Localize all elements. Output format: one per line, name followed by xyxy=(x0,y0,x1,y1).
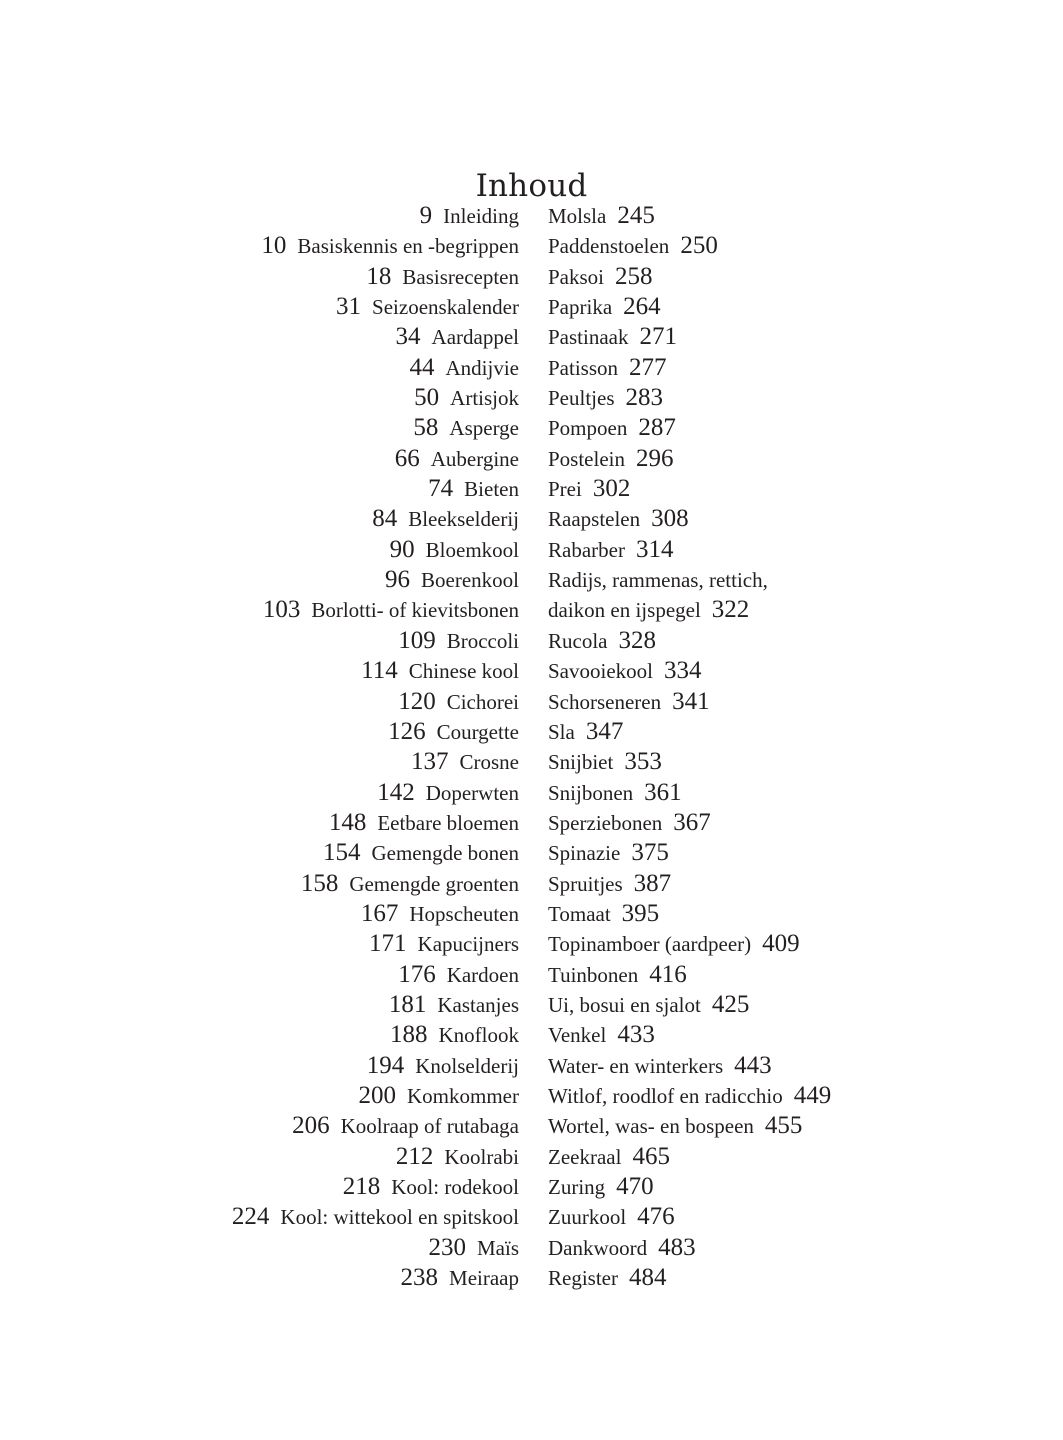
page-title: Inhoud xyxy=(475,168,588,204)
toc-entry xyxy=(232,444,519,474)
toc-entry-label: Broccoli xyxy=(446,628,519,653)
toc-entry-label: Basiskennis en -begrippen xyxy=(297,234,519,259)
toc-entry-label: Aardappel xyxy=(431,325,519,350)
toc-page-number: 109 xyxy=(398,626,436,654)
toc-page-number: 277 xyxy=(629,353,667,381)
toc-entry-label: Pastinaak xyxy=(548,325,629,350)
toc-entry-label: Zuring xyxy=(548,1175,606,1199)
toc-page-number: 433 xyxy=(617,1021,655,1049)
toc-page-number: 137 xyxy=(411,748,449,776)
toc-entry xyxy=(548,1202,831,1232)
toc-entry xyxy=(548,1233,831,1263)
toc-entry-label: Snijbonen xyxy=(548,780,634,805)
toc-entry xyxy=(548,687,831,717)
toc-entry xyxy=(548,201,831,231)
toc-entry xyxy=(548,444,831,474)
toc-entry-label: Basisrecepten xyxy=(402,264,519,289)
toc-entry xyxy=(548,929,831,959)
toc-entry xyxy=(548,1263,831,1293)
toc-entry-label: Water- en winterkers xyxy=(548,1053,724,1078)
toc-entry xyxy=(548,262,831,292)
toc-entry-label: Bieten xyxy=(464,477,519,502)
toc-entry xyxy=(232,1051,519,1081)
toc-entry-label: Koolrabi xyxy=(444,1144,519,1169)
toc-entry-label: daikon en ijspegel xyxy=(548,598,701,623)
toc-page-number: 120 xyxy=(398,687,436,715)
toc-entry-label: Hopscheuten xyxy=(409,901,519,926)
toc-entry-label: Koolraap of rutabaga xyxy=(340,1114,519,1139)
toc-entry xyxy=(232,201,519,231)
toc-entry xyxy=(548,231,831,261)
toc-entry xyxy=(232,595,519,625)
toc-entry-label: Chinese kool xyxy=(408,659,519,684)
toc-entry-label: Patisson xyxy=(548,355,619,380)
toc-entry xyxy=(232,474,519,504)
toc-entry xyxy=(232,717,519,747)
toc-page-number: 296 xyxy=(636,444,674,472)
toc-entry xyxy=(232,990,519,1020)
toc-page-number: 74 xyxy=(428,475,454,503)
toc-page-number: 126 xyxy=(388,717,426,745)
toc-entry xyxy=(232,1202,519,1232)
toc-entry-label: Spinazie xyxy=(548,841,621,866)
toc-page-number: 328 xyxy=(618,626,656,654)
toc-entry-label: Rabarber xyxy=(548,537,625,562)
toc-entry-label: Bleekselderij xyxy=(408,507,519,532)
toc-page-number: 34 xyxy=(395,323,421,351)
toc-entry xyxy=(232,869,519,899)
toc-entry-label: Zuurkool xyxy=(548,1205,627,1230)
toc-page-number: 476 xyxy=(637,1203,675,1231)
toc-page-number: 395 xyxy=(621,899,660,927)
toc-entry xyxy=(548,960,831,990)
toc-entry xyxy=(232,808,519,838)
toc-entry-label: Gemengde groenten xyxy=(349,871,519,896)
toc-page-number: 167 xyxy=(360,899,399,927)
toc-entry-label: Raapstelen xyxy=(548,507,641,532)
toc-entry-label: Schorseneren xyxy=(548,689,662,714)
toc-entry-label: Wortel, was- en bospeen xyxy=(548,1114,754,1139)
toc-entry xyxy=(232,292,519,322)
toc-page-number: 200 xyxy=(358,1081,397,1109)
toc-page-number: 114 xyxy=(361,657,398,685)
toc-entry xyxy=(548,322,831,352)
toc-entry-label: Bloemkool xyxy=(425,537,519,562)
toc-entry xyxy=(548,656,831,686)
toc-page-number: 308 xyxy=(651,505,689,533)
toc-entry xyxy=(232,778,519,808)
toc-page-number: 103 xyxy=(262,596,301,624)
toc-entry xyxy=(232,504,519,534)
toc-page-number: 96 xyxy=(385,566,411,594)
toc-entry xyxy=(232,231,519,261)
toc-entry-label: Eetbare bloemen xyxy=(377,810,519,835)
toc-entry xyxy=(548,535,831,565)
toc-page-number: 10 xyxy=(261,232,287,260)
toc-page-number: 443 xyxy=(734,1051,772,1079)
toc-page-number: 341 xyxy=(672,687,710,715)
toc-entry-label: Kastanjes xyxy=(437,992,519,1017)
toc-page-number: 90 xyxy=(389,535,415,563)
toc-entry xyxy=(232,1020,519,1050)
toc-right-column xyxy=(548,201,831,1293)
toc-entry xyxy=(232,1142,519,1172)
toc-page-number: 230 xyxy=(428,1233,466,1261)
toc-page-number: 176 xyxy=(398,960,436,988)
toc-entry-label: Gemengde bonen xyxy=(371,841,519,866)
toc-page-number: 264 xyxy=(623,293,661,321)
toc-page-number: 224 xyxy=(231,1203,270,1231)
toc-entry-label: Molsla xyxy=(548,204,607,228)
toc-page-number: 334 xyxy=(664,657,702,685)
toc-entry xyxy=(548,1020,831,1050)
toc-entry xyxy=(548,353,831,383)
toc-entry xyxy=(548,838,831,868)
toc-page-number: 271 xyxy=(639,323,677,351)
toc-page-number: 212 xyxy=(395,1142,434,1170)
toc-page-number: 387 xyxy=(633,869,672,897)
toc-page-number: 142 xyxy=(377,778,415,806)
toc-entry-label: Courgette xyxy=(436,719,519,744)
toc-entry xyxy=(232,656,519,686)
toc-entry-label: Seizoenskalender xyxy=(372,295,519,320)
toc-page-number: 484 xyxy=(628,1264,667,1292)
toc-entry xyxy=(232,687,519,717)
toc-entry xyxy=(548,626,831,656)
toc-entry xyxy=(548,1111,831,1141)
toc-entry-label: Witlof, roodlof en radicchio xyxy=(548,1083,783,1108)
toc-entry xyxy=(232,383,519,413)
toc-entry xyxy=(232,929,519,959)
toc-entry-label: Sperziebonen xyxy=(548,810,663,835)
toc-page-number: 353 xyxy=(624,748,662,776)
toc-entry xyxy=(232,899,519,929)
toc-entry-label: Zeekraal xyxy=(548,1144,622,1169)
toc-page-number: 50 xyxy=(414,384,440,412)
toc-page-number: 238 xyxy=(400,1264,439,1292)
toc-page-number: 31 xyxy=(336,293,362,321)
toc-entry xyxy=(232,960,519,990)
toc-entry-label: Kool: rodekool xyxy=(391,1175,519,1199)
toc-entry-label: Paddenstoelen xyxy=(548,234,670,259)
toc-entry xyxy=(548,595,831,625)
toc-page-number: 154 xyxy=(322,839,361,867)
toc-entry-label: Peultjes xyxy=(548,386,615,411)
toc-entry xyxy=(548,808,831,838)
toc-page-number: 449 xyxy=(793,1081,832,1109)
toc-page-number: 409 xyxy=(762,930,800,958)
toc-entry xyxy=(548,1142,831,1172)
toc-entry-label: Savooiekool xyxy=(548,659,653,684)
toc-page-number: 322 xyxy=(711,596,750,624)
toc-entry-label: Knolselderij xyxy=(415,1053,519,1078)
toc-page-number: 287 xyxy=(638,414,676,442)
toc-entry-label: Pompoen xyxy=(548,416,628,441)
toc-page-number: 250 xyxy=(680,232,718,260)
toc-page-number: 148 xyxy=(328,808,367,836)
toc-entry-label: Prei xyxy=(548,477,582,502)
toc-entry xyxy=(548,504,831,534)
toc-entry-label: Register xyxy=(548,1266,618,1291)
toc-page-number: 425 xyxy=(711,990,750,1018)
toc-entry xyxy=(548,413,831,443)
toc-entry xyxy=(232,413,519,443)
toc-entry xyxy=(232,1081,519,1111)
toc-page-number: 455 xyxy=(764,1112,803,1140)
toc-page-number: 258 xyxy=(615,262,653,290)
toc-entry-label: Maïs xyxy=(477,1235,519,1260)
toc-entry xyxy=(232,626,519,656)
toc-entry-label: Boerenkool xyxy=(421,568,519,593)
toc-page-number: 416 xyxy=(649,960,687,988)
toc-page-number: 218 xyxy=(342,1173,381,1200)
toc-entry xyxy=(548,717,831,747)
toc-entry xyxy=(232,565,519,595)
toc-page-number: 18 xyxy=(366,262,392,290)
toc-entry xyxy=(548,1081,831,1111)
toc-entry-label: Aubergine xyxy=(430,446,519,471)
toc-page-number: 84 xyxy=(372,505,398,533)
toc-entry-label: Meiraap xyxy=(449,1266,519,1291)
toc-page-number: 314 xyxy=(635,535,674,563)
toc-entry-label: Knoflook xyxy=(438,1023,519,1048)
toc-entry-label: Borlotti- of kievitsbonen xyxy=(311,598,519,623)
toc-entry-label: Andijvie xyxy=(445,355,519,380)
toc-page-number: 188 xyxy=(390,1021,428,1049)
toc-entry xyxy=(232,838,519,868)
toc-entry-label: Postelein xyxy=(548,446,625,471)
toc-page-number: 367 xyxy=(673,808,711,836)
toc-page-number: 245 xyxy=(617,202,655,229)
toc-entry-label: Asperge xyxy=(449,416,519,441)
toc-entry xyxy=(548,565,831,595)
toc-page-number: 283 xyxy=(625,384,663,412)
toc-entry-label: Tuinbonen xyxy=(548,962,639,987)
toc-page-number: 347 xyxy=(585,717,624,745)
toc-page-number: 302 xyxy=(592,475,631,503)
toc-entry xyxy=(232,1233,519,1263)
toc-page-number: 194 xyxy=(366,1051,405,1079)
toc-entry xyxy=(232,1263,519,1293)
toc-page-number: 181 xyxy=(388,990,427,1018)
toc-entry-label: Crosne xyxy=(459,750,519,775)
toc-page-number: 206 xyxy=(292,1112,330,1140)
toc-page-number: 483 xyxy=(658,1233,696,1261)
toc-entry-label: Venkel xyxy=(548,1023,607,1048)
toc-left-column xyxy=(232,201,519,1293)
toc-entry xyxy=(548,1051,831,1081)
toc-entry xyxy=(548,292,831,322)
toc-entry-label: Komkommer xyxy=(407,1083,519,1108)
toc-entry-label: Tomaat xyxy=(548,901,611,926)
toc-entry xyxy=(548,474,831,504)
toc-entry xyxy=(548,899,831,929)
toc-entry xyxy=(232,535,519,565)
toc-entry-label: Sla xyxy=(548,719,575,744)
toc-page-number: 470 xyxy=(616,1173,654,1200)
toc-entry-label: Paprika xyxy=(548,295,613,320)
toc-page-number: 465 xyxy=(632,1142,670,1170)
toc-entry xyxy=(548,747,831,777)
toc-page-number: 9 xyxy=(419,202,433,229)
toc-entry xyxy=(232,353,519,383)
toc-entry-label: Artisjok xyxy=(450,386,519,411)
toc-entry-label: Dankwoord xyxy=(548,1235,648,1260)
toc-entry-label: Inleiding xyxy=(443,204,519,228)
toc-entry xyxy=(232,322,519,352)
toc-page-number: 171 xyxy=(369,930,407,958)
toc-entry xyxy=(232,1111,519,1141)
toc-entry-label: Doperwten xyxy=(425,780,519,805)
toc-entry xyxy=(548,869,831,899)
toc-page-number: 58 xyxy=(413,414,439,442)
toc-entry-label: Topinamboer (aardpeer) xyxy=(548,932,752,957)
toc-page-number: 44 xyxy=(409,353,435,381)
toc-entry-label: Kapucijners xyxy=(417,932,519,957)
toc-entry-label: Radijs, rammenas, rettich, xyxy=(548,568,768,593)
toc-page-number: 375 xyxy=(631,839,669,867)
toc-page-number: 158 xyxy=(300,869,339,897)
toc-entry-label: Kardoen xyxy=(446,962,519,987)
toc-entry xyxy=(232,747,519,777)
toc-entry-label: Rucola xyxy=(548,628,608,653)
toc-entry xyxy=(548,1172,831,1202)
toc-entry-label: Kool: wittekool en spitskool xyxy=(280,1205,519,1230)
toc-entry xyxy=(548,778,831,808)
toc-page-number: 361 xyxy=(644,778,682,806)
toc-entry-label: Snijbiet xyxy=(548,750,614,775)
toc-entry-label: Spruitjes xyxy=(548,871,623,896)
toc-entry xyxy=(232,262,519,292)
toc-entry-label: Paksoi xyxy=(548,264,605,289)
toc-entry xyxy=(548,383,831,413)
toc-entry xyxy=(232,1172,519,1202)
toc-page-number: 66 xyxy=(394,444,420,472)
toc-entry-label: Cichorei xyxy=(446,689,519,714)
toc-entry xyxy=(548,990,831,1020)
toc-entry-label: Ui, bosui en sjalot xyxy=(548,992,701,1017)
